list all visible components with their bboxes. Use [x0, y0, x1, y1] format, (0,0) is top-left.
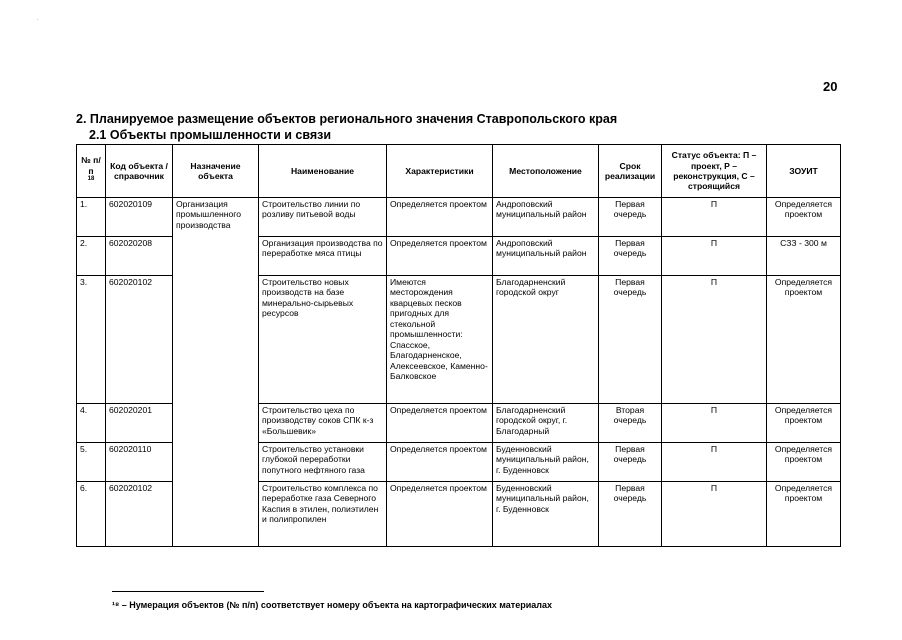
header-row [77, 145, 841, 198]
cell-num: 5. [77, 443, 106, 482]
cell-status: П [662, 482, 767, 547]
cell-location: Буденновский муниципальный район, г. Буденновск [493, 482, 599, 547]
cell-term: Вторая очередь [599, 404, 662, 443]
header-code: Код объекта / справочник [106, 145, 173, 198]
cell-status: П [662, 198, 767, 237]
cell-term: Первая очередь [599, 276, 662, 404]
cell-term: Первая очередь [599, 482, 662, 547]
cell-characteristics: Определяется проектом [387, 198, 493, 237]
cell-name: Строительство комплекса по переработке газа Северного Каспия в этилен, полиэтилен и полипропилен [259, 482, 387, 547]
cell-name: Строительство линии по розливу питьевой воды [259, 198, 387, 237]
corner-mark: · [36, 15, 39, 24]
cell-location: Андроповский муниципальный район [493, 237, 599, 276]
cell-term: Первая очередь [599, 198, 662, 237]
cell-name: Строительство цеха по производству соков СПК к-з «Большевик» [259, 404, 387, 443]
cell-location: Благодарненский городской округ, г. Благодарный [493, 404, 599, 443]
page-number: 20 [823, 79, 838, 94]
cell-num: 1. [77, 198, 106, 237]
cell-status: П [662, 237, 767, 276]
cell-zouit: СЗЗ - 300 м [767, 237, 841, 276]
header-num: № п/п $^{18}$ [77, 145, 106, 198]
footnote-rule [112, 591, 264, 592]
cell-zouit: Определяется проектом [767, 404, 841, 443]
cell-num: 3. [77, 276, 106, 404]
cell-name: Организация производства по переработке мяса птицы [259, 237, 387, 276]
header-characteristics: Характеристики [387, 145, 493, 198]
header-name: Наименование [259, 145, 387, 198]
header-purpose: Назначение объекта [173, 145, 259, 198]
header-zouit: ЗОУИТ [767, 145, 841, 198]
cell-name: Строительство новых производств на базе минерально-сырьевых ресурсов [259, 276, 387, 404]
cell-term: Первая очередь [599, 237, 662, 276]
cell-location: Андроповский муниципальный район [493, 198, 599, 237]
header-location: Местоположение [493, 145, 599, 198]
cell-status: П [662, 276, 767, 404]
cell-code: 602020208 [106, 237, 173, 276]
section-heading: 2. Планируемое размещение объектов регионального значения Ставропольского края [76, 112, 618, 126]
cell-characteristics: Имеются месторождения кварцевых песков пригодных для стекольной промышленности: Спасское, Благодарненское, Алексеевское, Каменно-Балковское [387, 276, 493, 404]
cell-num: 4. [77, 404, 106, 443]
cell-num: 2. [77, 237, 106, 276]
cell-location: Буденновский муниципальный район, г. Буденновск [493, 443, 599, 482]
footnote: ¹⁸ – Нумерация объектов (№ п/п) соответствует номеру объекта на картографических материалах [112, 600, 552, 610]
cell-location: Благодарненский городской округ [493, 276, 599, 404]
footnote-ref: 18 [87, 176, 95, 183]
cell-num: 6. [77, 482, 106, 547]
cell-status: П [662, 404, 767, 443]
cell-code: 602020110 [106, 443, 173, 482]
cell-zouit: Определяется проектом [767, 276, 841, 404]
cell-code: 602020102 [106, 482, 173, 547]
cell-name: Строительство установки глубокой переработки попутного нефтяного газа [259, 443, 387, 482]
cell-code: 602020201 [106, 404, 173, 443]
cell-characteristics: Определяется проектом [387, 482, 493, 547]
header-status: Статус объекта: П – проект, Р – реконструкция, С – строящийся [662, 145, 767, 198]
table-row [77, 198, 841, 237]
cell-zouit: Определяется проектом [767, 198, 841, 237]
cell-characteristics: Определяется проектом [387, 443, 493, 482]
cell-characteristics: Определяется проектом [387, 404, 493, 443]
cell-code: 602020109 [106, 198, 173, 237]
objects-table [76, 144, 841, 547]
cell-term: Первая очередь [599, 443, 662, 482]
subsection-heading: 2.1 Объекты промышленности и связи [89, 128, 332, 142]
header-term: Срок реализации [599, 145, 662, 198]
cell-zouit: Определяется проектом [767, 482, 841, 547]
cell-zouit: Определяется проектом [767, 443, 841, 482]
cell-characteristics: Определяется проектом [387, 237, 493, 276]
cell-code: 602020102 [106, 276, 173, 404]
cell-purpose: Организация промышленного производства [173, 198, 259, 547]
cell-status: П [662, 443, 767, 482]
